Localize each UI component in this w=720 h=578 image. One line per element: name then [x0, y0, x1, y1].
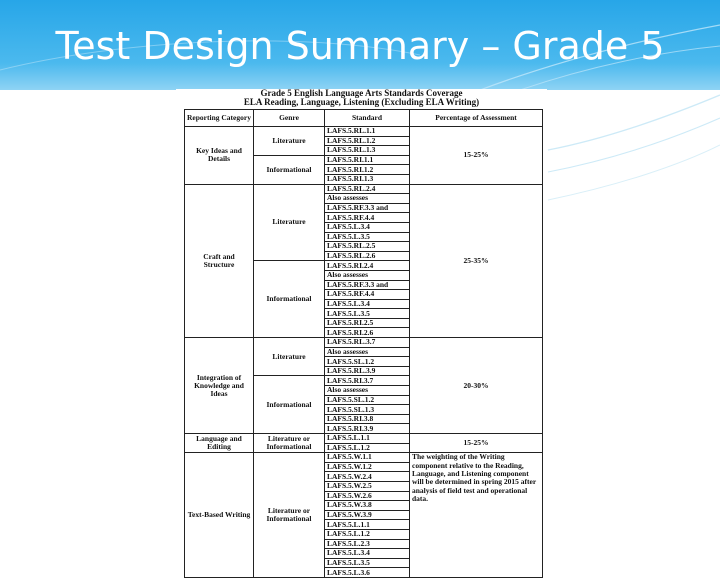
category-cell: Language and Editing	[185, 434, 254, 453]
standard-cell: LAFS.5.RI.1.1	[325, 155, 410, 165]
percent-cell: 15-25%	[410, 434, 543, 453]
standard-cell: LAFS.5.W.1.1	[325, 453, 410, 463]
standard-cell: LAFS.5.RI.3.9	[325, 424, 410, 434]
standard-cell: LAFS.5.RL.1.3	[325, 146, 410, 156]
standard-cell: Also assesses	[325, 270, 410, 280]
standard-cell: LAFS.5.RL.3.9	[325, 366, 410, 376]
percent-cell: 15-25%	[410, 127, 543, 185]
standard-cell: LAFS.5.SL.1.2	[325, 357, 410, 367]
table-row	[185, 338, 543, 348]
standard-cell: LAFS.5.RF.3.3 and	[325, 280, 410, 290]
category-cell: Text-Based Writing	[185, 453, 254, 578]
standard-cell: LAFS.5.L.1.1	[325, 520, 410, 530]
standard-cell: LAFS.5.W.2.5	[325, 481, 410, 491]
standard-cell: LAFS.5.L.1.2	[325, 529, 410, 539]
header-category: Reporting Category	[185, 110, 254, 127]
standard-cell: LAFS.5.RI.1.3	[325, 174, 410, 184]
genre-cell: Informational	[254, 155, 325, 184]
standard-cell: LAFS.5.L.3.5	[325, 309, 410, 319]
standard-cell: LAFS.5.L.3.4	[325, 222, 410, 232]
standard-cell: LAFS.5.RI.1.2	[325, 165, 410, 175]
header-standard: Standard	[325, 110, 410, 127]
standard-cell: LAFS.5.W.2.6	[325, 491, 410, 501]
standard-cell: LAFS.5.W.3.9	[325, 510, 410, 520]
category-cell: Craft and Structure	[185, 184, 254, 338]
standard-cell: LAFS.5.RL.2.6	[325, 251, 410, 261]
table-header-row	[185, 110, 543, 127]
standard-cell: LAFS.5.RI.3.7	[325, 376, 410, 386]
standard-cell: Also assesses	[325, 347, 410, 357]
header-genre: Genre	[254, 110, 325, 127]
standard-cell: LAFS.5.L.3.5	[325, 232, 410, 242]
standard-cell: LAFS.5.RL.2.4	[325, 184, 410, 194]
table-row	[185, 184, 543, 194]
standard-cell: LAFS.5.RI.2.5	[325, 318, 410, 328]
standard-cell: LAFS.5.L.3.6	[325, 568, 410, 578]
genre-cell: Literature	[254, 184, 325, 261]
standard-cell: LAFS.5.RL.1.1	[325, 127, 410, 137]
standards-coverage-sheet	[176, 88, 547, 577]
standard-cell: LAFS.5.SL.1.2	[325, 395, 410, 405]
genre-cell: Literature	[254, 127, 325, 156]
standard-cell: LAFS.5.L.2.3	[325, 539, 410, 549]
header-percent: Percentage of Assessment	[410, 110, 543, 127]
standard-cell: LAFS.5.W.3.8	[325, 501, 410, 511]
category-cell: Key Ideas and Details	[185, 127, 254, 185]
percent-cell: 25-35%	[410, 184, 543, 338]
genre-cell: Informational	[254, 261, 325, 338]
standard-cell: LAFS.5.RL.3.7	[325, 338, 410, 348]
table-row	[185, 127, 543, 137]
standard-cell: LAFS.5.L.3.4	[325, 299, 410, 309]
standard-cell: LAFS.5.RL.1.2	[325, 136, 410, 146]
table-row	[185, 434, 543, 444]
genre-cell: Literature	[254, 338, 325, 376]
table-row	[185, 453, 543, 463]
standard-cell: LAFS.5.RF.3.3 and	[325, 203, 410, 213]
genre-cell: Informational	[254, 376, 325, 434]
slide-title: Test Design Summary – Grade 5	[55, 24, 665, 68]
standards-table	[184, 109, 543, 578]
standard-cell: LAFS.5.RI.2.4	[325, 261, 410, 271]
standard-cell: LAFS.5.L.3.5	[325, 558, 410, 568]
category-cell: Integration of Knowledge and Ideas	[185, 338, 254, 434]
standard-cell: LAFS.5.RL.2.5	[325, 242, 410, 252]
standard-cell: Also assesses	[325, 386, 410, 396]
standard-cell: LAFS.5.W.2.4	[325, 472, 410, 482]
standard-cell: LAFS.5.W.1.2	[325, 462, 410, 472]
standard-cell: LAFS.5.L.3.4	[325, 549, 410, 559]
standard-cell: LAFS.5.SL.1.3	[325, 405, 410, 415]
standard-cell: LAFS.5.RI.2.6	[325, 328, 410, 338]
standard-cell: LAFS.5.RF.4.4	[325, 213, 410, 223]
genre-cell: Literature or Informational	[254, 453, 325, 578]
weighting-note-cell: The weighting of the Writing component relative to the Reading, Language, and Listening component will be determined in spring 2015 after analysis of field test and operational data.	[410, 453, 543, 578]
standard-cell: LAFS.5.RI.3.8	[325, 414, 410, 424]
sheet-title-line1: Grade 5 English Language Arts Standards Coverage	[260, 88, 463, 98]
standard-cell: Also assesses	[325, 194, 410, 204]
percent-cell: 20-30%	[410, 338, 543, 434]
standard-cell: LAFS.5.L.1.1	[325, 434, 410, 444]
standard-cell: LAFS.5.L.1.2	[325, 443, 410, 453]
standard-cell: LAFS.5.RF.4.4	[325, 290, 410, 300]
sheet-title-line2: ELA Reading, Language, Listening (Excluding ELA Writing)	[243, 97, 480, 107]
genre-cell: Literature or Informational	[254, 434, 325, 453]
